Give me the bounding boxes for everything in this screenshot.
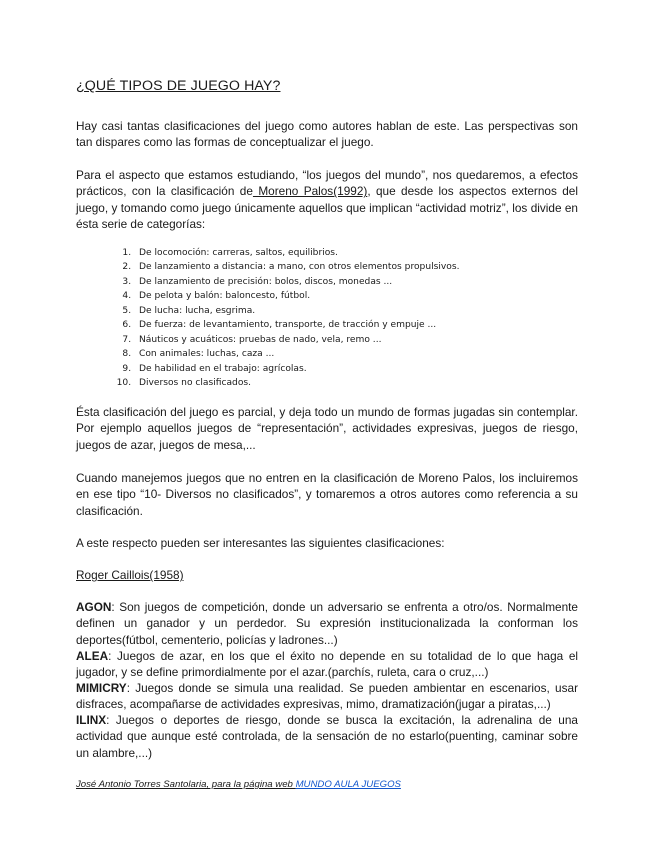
manage-paragraph: Cuando manejemos juegos que no entren en la clasificación de Moreno Palos, los incluiremos en ese tipo “10- Diversos no clasificados”, y tomaremos a otros autores como referencia a su clasificación. [76, 471, 578, 518]
mundo-aula-juegos-link[interactable]: MUNDO AULA JUEGOS [295, 779, 401, 790]
agon-text: : Son juegos de competición, donde un adversario se enfrenta a otro/os. Normalmente definen un ganador y un perdedor. Su expresión institucionalizada la conforman los deportes(fútbol, cementerio, policías y ladrones...) [76, 600, 578, 647]
mimicry-text: : Juegos donde se simula una realidad. Se pueden ambientar en escenarios, usar disfraces, acompañarse de actividades expresivas, mimo, dramatización(jugar a piratas,...) [76, 681, 578, 712]
moreno-palos-link[interactable]: Moreno Palos(1992) [252, 184, 368, 199]
list-item: 9. De habilidad en el trabajo: agrícolas. [134, 362, 564, 376]
mimicry-paragraph [76, 680, 578, 713]
footer-credit [76, 779, 401, 790]
intro-paragraph: Hay casi tantas clasificaciones del juego como autores hablan de este. Las perspectivas son tan dispares como las formas de conceptualizar el juego. [76, 119, 578, 150]
interest-paragraph: A este respecto pueden ser interesantes las siguientes clasificaciones: [76, 536, 445, 550]
aspect-text-before: Para el aspecto que estamos estudiando, “los juegos del mundo”, nos quedaremos, a efectos prácticos, con la clasificación de [76, 168, 578, 199]
ilinx-paragraph [76, 712, 578, 761]
aspect-paragraph [76, 167, 578, 233]
alea-paragraph [76, 648, 578, 681]
list-item: 7. Náuticos y acuáticos: pruebas de nado, vela, remo ... [134, 333, 564, 347]
list-item: 1. De locomoción: carreras, saltos, equilibrios. [134, 246, 564, 260]
aspect-text-after: , que desde los aspectos externos del juego, y tomando como juego únicamente aquellos que implican “actividad motriz”, los divide en ésta serie de categorías: [76, 184, 578, 232]
ilinx-text: : Juegos o deportes de riesgo, donde se busca la excitación, la adrenalina de una actividad que aunque esté controlada, de la sensación de no estarlo(puenting, caminar sobre un alambre,...) [76, 713, 578, 760]
ilinx-term: ILINX [76, 713, 107, 727]
caillois-heading: Roger Caillois(1958) [76, 568, 184, 582]
list-item: 6. De fuerza: de levantamiento, transporte, de tracción y empuje ... [134, 318, 564, 332]
list-item: 2. De lanzamiento a distancia: a mano, con otros elementos propulsivos. [134, 260, 564, 274]
alea-term: ALEA [76, 649, 109, 663]
categories-list [116, 246, 564, 391]
agon-term: AGON [76, 600, 112, 614]
list-item: 8. Con animales: luchas, caza ... [134, 347, 564, 361]
list-item: 4. De pelota y balón: baloncesto, fútbol. [134, 289, 564, 303]
footer-text: José Antonio Torres Santolaria, para la página web [76, 779, 296, 790]
alea-text: : Juegos de azar, en los que el éxito no depende en su totalidad de lo que haga el jugador, y se define primordialmente por el azar.(parchís, ruleta, cara o cruz,...) [76, 649, 578, 680]
list-item: 3. De lanzamiento de precisión: bolos, discos, monedas ... [134, 275, 564, 289]
partial-paragraph: Ésta clasificación del juego es parcial, y deja todo un mundo de formas jugadas sin contemplar. Por ejemplo aquellos juegos de “representación”, actividades expresivas, juegos de riesgo, juegos de azar, juegos de mesa,... [76, 405, 578, 452]
list-item: 5. De lucha: lucha, esgrima. [134, 304, 564, 318]
page-title: ¿QUÉ TIPOS DE JUEGO HAY? [76, 78, 281, 94]
mimicry-term: MIMICRY [76, 681, 127, 695]
list-item: 10. Diversos no clasificados. [134, 376, 564, 390]
agon-paragraph [76, 599, 578, 648]
